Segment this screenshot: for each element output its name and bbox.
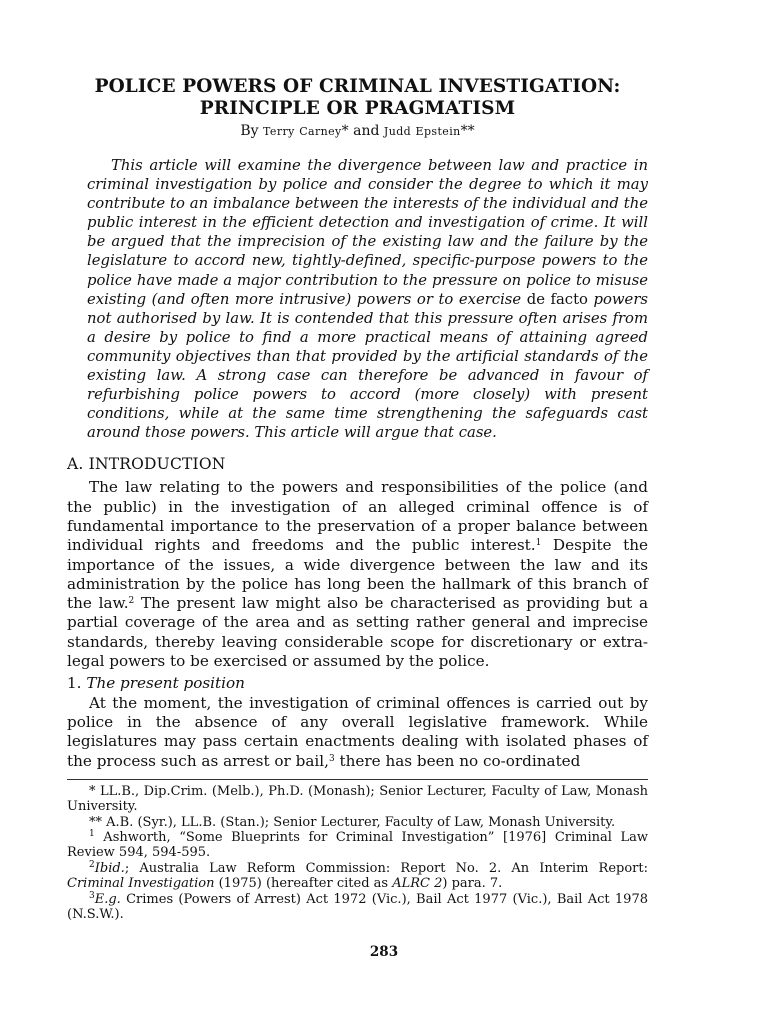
byline (67, 122, 648, 141)
page-number: 283 (369, 944, 399, 960)
footnote-1-text: Ashworth, “Some Blueprints for Criminal Investigation” [1976] Criminal Law Review 594, 594-595. (67, 830, 648, 861)
present-text-b: there has been no co-ordinated (334, 751, 581, 770)
abstract-de-facto: de facto (526, 290, 588, 308)
present-position-paragraph (67, 694, 648, 771)
footnote-ref-3[interactable]: 3 (328, 753, 335, 764)
subsection-title: The present position (86, 674, 245, 693)
footnote-author-2: ** A.B. (Syr.), LL.B. (Stan.); Senior Lecturer, Faculty of Law, Monash University. (89, 814, 616, 830)
abstract-part-2: powers not authorised by law. It is contended that this pressure often arises from a desire by police to find a more practical means of attaining agreed community objectives than that provided by the artificial standards of the existing law. A strong case can therefore be advanced in favour of refurbishing police powers to accord (more closely) with present conditions, while at the same time strengthening the safeguards cast around those powers. This article will argue that case. (87, 290, 648, 442)
subsection-heading (67, 674, 648, 693)
introduction-paragraph (67, 478, 648, 671)
intro-text-c: The present law might also be characterised as providing but a partial coverage of the area and as setting rather general and imprecise standards, thereby leaving considerable scope for discretionary or extra-legal powers to be exercised or assumed by the police. (67, 594, 648, 671)
author-2-mark: ** (460, 123, 475, 139)
author-2-first: Judd (383, 125, 412, 138)
footnote-ref-2[interactable]: 2 (128, 596, 135, 607)
abstract-part-1: This article will examine the divergence between law and practice in criminal investigation by police and consider the degree to which it may contribute to an imbalance between the interests of the individual and the public interest in the efficient detection and investigation of crime. It will be argued that the imprecision of the existing law and the failure by the legislature to accord new, tightly-defined, specific-purpose powers to the police have made a major contribution to the pressure on police to misuse existing (and often more intrusive) powers or to exercise (87, 157, 648, 308)
author-1-last: Carney (299, 125, 342, 138)
footnote-1-number: 1 (89, 829, 95, 840)
footnote-3-number: 3 (89, 890, 95, 901)
footnote-author-1: * LL.B., Dip.Crim. (Melb.), Ph.D. (Monash); Senior Lecturer, Faculty of Law, Monash University. (67, 783, 648, 815)
author-2-last: Epstein (415, 125, 461, 138)
subsection-number: 1. (67, 674, 82, 693)
footnote-2-alrc: ALRC 2 (392, 876, 443, 892)
title-line-2: PRINCIPLE OR PRAGMATISM (199, 98, 516, 119)
footnote-2-ibid: Ibid. (94, 860, 125, 876)
footnote-2-number: 2 (89, 859, 95, 870)
present-text-a: At the moment, the investigation of criminal offences is carried out by police in the absence of any overall legislative framework. While legislatures may pass certain enactments dealing with isolated phases of the process such as arrest or bail, (67, 693, 648, 770)
author-1-first: Terry (263, 125, 295, 138)
intro-text-a: The law relating to the powers and responsibilities of the police (and the public) in the investigation of an alleged criminal offence is of fundamental importance to the preservation of a proper balance between individual rights and freedoms and the public interest. (67, 478, 648, 555)
intro-text-b: Despite the importance of the issues, a wide divergence between the law and its administration by the police has long been the hallmark of this branch of the law. (67, 536, 648, 613)
footnote-3 (67, 892, 648, 923)
section-heading-introduction: A. INTRODUCTION (67, 455, 226, 474)
footnote-ref-1[interactable]: 1 (535, 538, 542, 549)
author-1-mark: * (341, 123, 349, 139)
footnotes (67, 784, 648, 923)
byline-by: By (240, 123, 259, 139)
abstract (67, 156, 648, 442)
title-line-1: POLICE POWERS OF CRIMINAL INVESTIGATION: (94, 76, 621, 97)
footnote-3-text: Crimes (Powers of Arrest) Act 1972 (Vic.), Bail Act 1977 (Vic.), Bail Act 1978 (N.S.W.). (67, 891, 648, 923)
article-title (67, 76, 648, 120)
footnote-divider (67, 779, 648, 780)
footnote-2-text-f: ) para. 7. (442, 876, 503, 892)
footnote-1 (67, 830, 648, 861)
footnote-3-eg: E.g. (94, 891, 121, 907)
footnote-2 (67, 861, 648, 892)
article-body (67, 76, 648, 923)
footnote-2-text-b: ; Australia Law Reform Commission: Report No. 2. An Interim Report: (124, 860, 648, 876)
byline-and: and (353, 123, 380, 139)
footnote-2-text-d: (1975) (hereafter cited as (214, 876, 393, 892)
footnote-2-report-title: Criminal Investigation (67, 876, 215, 892)
